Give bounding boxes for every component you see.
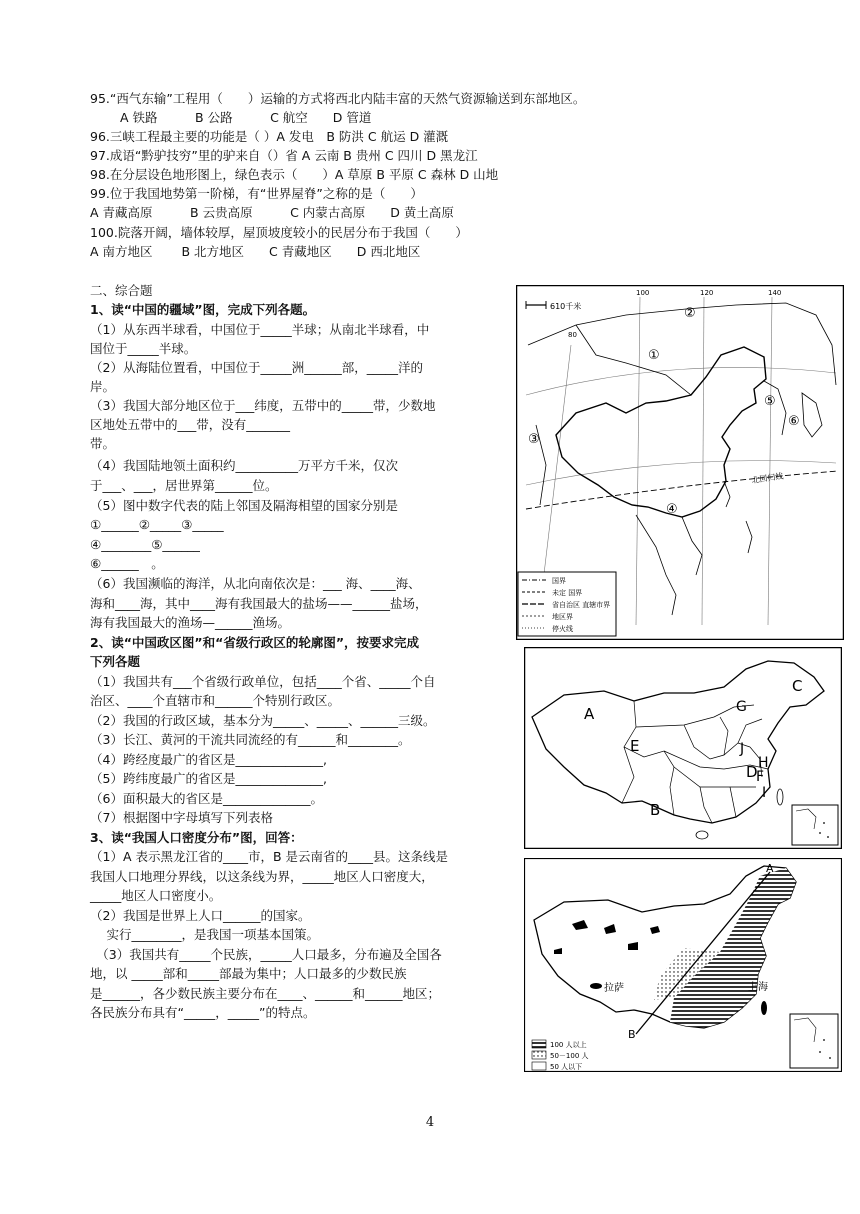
legend-item: 省自治区 直辖市界	[552, 601, 611, 609]
province-letter: J	[740, 741, 745, 757]
province-letter: A	[584, 705, 595, 723]
province-letter: G	[736, 699, 747, 715]
q3-title: 3、读“我国人口密度分布”图，回答：	[90, 830, 303, 845]
q2-line: （5）跨纬度最广的省区是______________,	[90, 771, 327, 786]
marker-1: ①	[648, 348, 660, 363]
q1-line: 海有我国最大的渔场—______渔场。	[90, 615, 291, 630]
q1-line: 于___、___，居世界第______位。	[90, 478, 278, 493]
line-end-b: B	[628, 1028, 636, 1041]
q3-line: _____地区人口密度小。	[90, 888, 222, 903]
marker-6: ⑥	[788, 414, 800, 429]
q1-line: 海和____海，其中____海有我国最大的盐场——______盐场，	[90, 596, 428, 611]
q1-title: 1、读“中国的疆域”图，完成下列各题。	[90, 302, 316, 317]
line-end-a: A	[766, 862, 774, 875]
question-98: 98.在分层设色地形图上，绿色表示（ ）A 草原 B 平原 C 森林 D 山地	[90, 167, 499, 182]
q2-line: （3）长江、黄河的干流共同流经的有______和________。	[90, 732, 411, 747]
q3-line: （2）我国是世界上人口______的国家。	[90, 908, 311, 923]
q1-line: （4）我国陆地领土面积约__________万平方千米，仅次	[90, 458, 398, 473]
question-99: 99.位于我国地势第一阶梯，有“世界屋脊”之称的是（ ）	[90, 186, 423, 201]
q1-line: （1）从东西半球看，中国位于_____半球；从南北半球看，中	[90, 322, 430, 337]
lon-label: 80	[568, 331, 577, 339]
scale-label: 610千米	[550, 302, 582, 311]
marker-5: ⑤	[764, 394, 776, 409]
q1-line: ⑥______ 。	[90, 556, 164, 571]
question-96: 96.三峡工程最主要的功能是（ ）A 发电 B 防洪 C 航运 D 灌溉	[90, 129, 449, 144]
q1-line: ①______②_____③_____	[90, 517, 224, 532]
q2-line: （4）跨经度最广的省区是______________,	[90, 752, 327, 767]
page-number: 4	[425, 1115, 435, 1130]
q2-title-cont: 下列各题	[90, 654, 141, 669]
q3-line: 实行________，是我国一项基本国策。	[90, 927, 319, 942]
legend-item: 100 人以上	[550, 1041, 587, 1049]
q1-line: （2）从海陆位置看，中国位于_____洲______部，_____洋的	[90, 360, 423, 375]
q2-line: （1）我国共有___个省级行政单位，包括____个省、_____个自	[90, 674, 436, 689]
q2-line: （2）我国的行政区域，基本分为_____、_____、______三级。	[90, 713, 436, 728]
q1-line: 带。	[90, 436, 116, 451]
province-letter: C	[792, 677, 803, 695]
section-heading: 二、综合题	[90, 283, 153, 298]
question-99-options: A 青藏高原 B 云贵高原 C 内蒙古高原 D 黄土高原	[90, 205, 454, 220]
q1-line: 国位于_____半球。	[90, 341, 197, 356]
q3-line: 各民族分布具有“_____，_____”的特点。	[90, 1005, 316, 1020]
q2-line: 治区、____个直辖市和______个特别行政区。	[90, 693, 341, 708]
marker-2: ②	[684, 306, 696, 321]
lon-label: 100	[636, 289, 650, 297]
q2-line: （6）面积最大的省区是______________。	[90, 791, 323, 806]
question-100: 100.院落开阔，墙体较厚，屋顶坡度较小的民居分布于我国（ ）	[90, 225, 468, 240]
legend-item: 未定 国界	[552, 589, 583, 597]
question-95: 95.“西气东输”工程用（ ）运输的方式将西北内陆丰富的天然气资源输送到东部地区。	[90, 91, 586, 106]
lon-label: 140	[768, 289, 782, 297]
legend-item: 停火线	[552, 625, 573, 633]
q1-line: （6）我国濒临的海洋，从北向南依次是：___ 海、____海、	[90, 576, 421, 591]
marker-4: ④	[666, 502, 678, 517]
q1-line: ④________⑤______	[90, 537, 200, 552]
lon-label: 120	[700, 289, 714, 297]
q2-title: 2、读“中国政区图”和“省级行政区的轮廓图”，按要求完成	[90, 635, 420, 650]
province-letter: E	[630, 737, 640, 755]
population-density-map	[524, 858, 842, 1072]
china-admin-map	[524, 647, 842, 849]
q3-line: 地，以 _____部和_____部最为集中；人口最多的少数民族	[90, 966, 407, 981]
province-letter: I	[762, 785, 767, 801]
province-letter: D	[746, 763, 758, 781]
city-shanghai: 上海	[748, 982, 768, 993]
q1-line: （3）我国大部分地区位于___纬度，五带中的_____带，少数地	[90, 398, 436, 413]
legend-item: 50 人以下	[550, 1063, 583, 1071]
question-100-options: A 南方地区 B 北方地区 C 青藏地区 D 西北地区	[90, 244, 421, 259]
q2-line: （7）根据图中字母填写下列表格	[90, 810, 273, 825]
q1-line: （5）图中数字代表的陆上邻国及隔海相望的国家分别是	[90, 498, 398, 513]
legend-item: 50－100 人	[550, 1052, 589, 1060]
question-97: 97.成语“黔驴技穷”里的驴来自（）省 A 云南 B 贵州 C 四川 D 黑龙江	[90, 148, 478, 163]
city-lhasa: 拉萨	[604, 983, 624, 994]
q3-line: 是______，各少数民族主要分布在____、______和______地区；	[90, 986, 441, 1001]
q1-line: 岸。	[90, 379, 116, 394]
province-letter: B	[650, 801, 661, 819]
question-95-options: A 铁路 B 公路 C 航空 D 管道	[120, 110, 372, 125]
q3-line: （3）我国共有_____个民族，_____人口最多，分布遍及全国各	[90, 947, 442, 962]
legend-item: 地区界	[552, 613, 573, 621]
province-letter: H	[758, 755, 769, 771]
china-territory-map	[516, 285, 844, 640]
tropic-label: 北回归线	[751, 471, 784, 485]
q3-line: 我国人口地理分界线，以这条线为界，_____地区人口密度大，	[90, 869, 434, 884]
legend-item: 国界	[552, 577, 566, 585]
q3-line: （1）A 表示黑龙江省的____市，B 是云南省的____县。这条线是	[90, 849, 449, 864]
province-letter: F	[756, 769, 765, 785]
q1-line: 区地处五带中的___带，没有_______	[90, 417, 291, 432]
marker-3: ③	[528, 432, 540, 447]
